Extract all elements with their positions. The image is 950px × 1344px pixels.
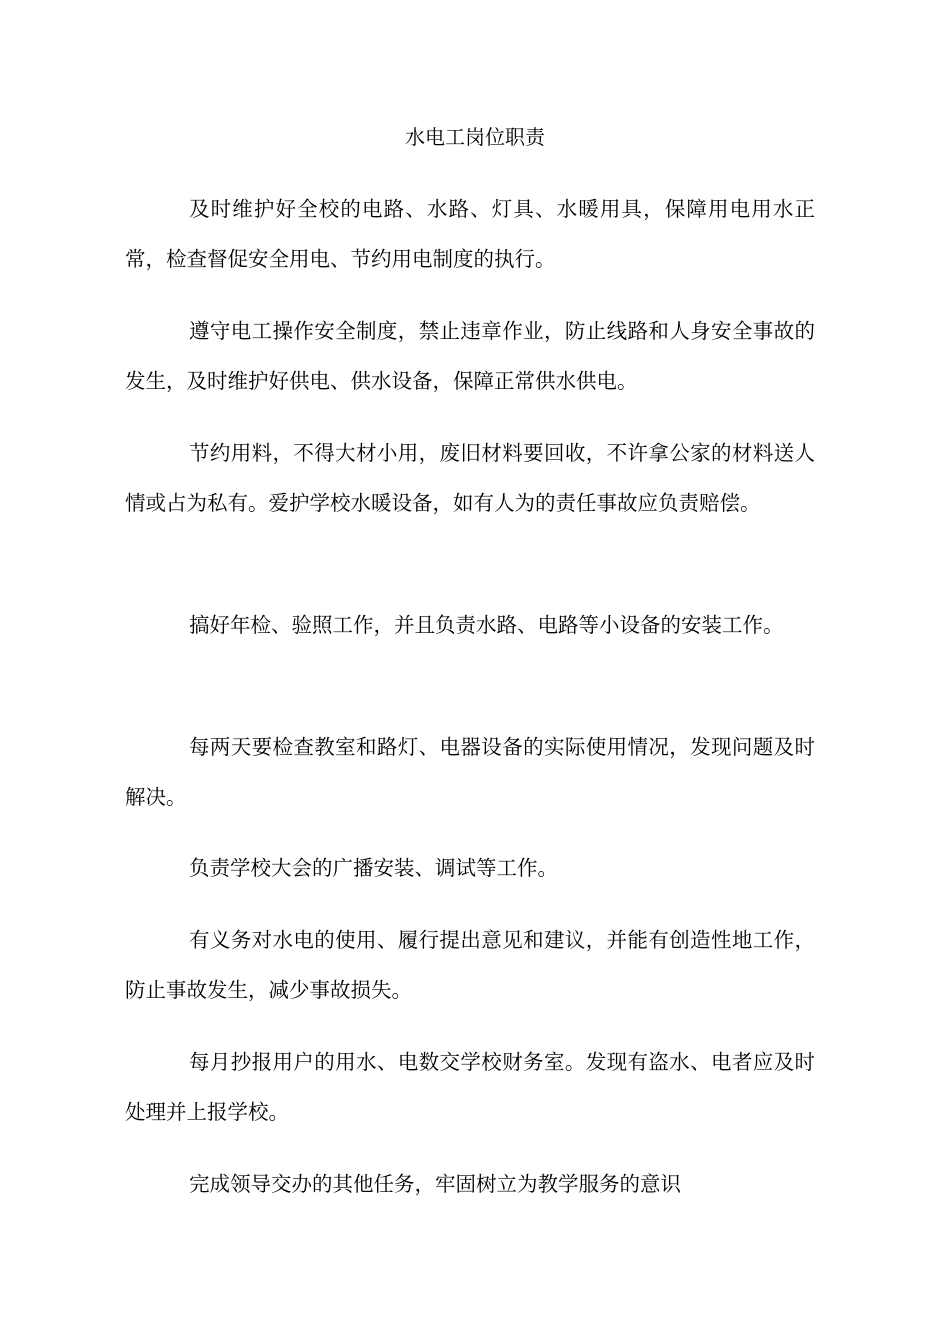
paragraph-5: 每两天要检查教室和路灯、电器设备的实际使用情况，发现问题及时解决。 — [125, 735, 815, 809]
paragraph-2: 遵守电工操作安全制度，禁止违章作业，防止线路和人身安全事故的发生，及时维护好供电、供水设备，保障正常供水供电。 — [125, 319, 815, 393]
paragraph-9: 完成领导交办的其他任务，牢固树立为教学服务的意识 — [189, 1172, 681, 1196]
paragraph-6: 负责学校大会的广播安装、调试等工作。 — [189, 856, 558, 880]
document-title: 水电工岗位职责 — [405, 125, 545, 149]
paragraph-7: 有义务对水电的使用、履行提出意见和建议，并能有创造性地工作，防止事故发生，减少事故损失。 — [125, 928, 815, 1002]
paragraph-4: 搞好年检、验照工作，并且负责水路、电路等小设备的安装工作。 — [189, 613, 784, 637]
paragraph-8: 每月抄报用户的用水、电数交学校财务室。发现有盗水、电者应及时处理并上报学校。 — [125, 1050, 815, 1124]
paragraph-3: 节约用料，不得大材小用，废旧材料要回收，不许拿公家的材料送人情或占为私有。爱护学校水暖设备，如有人为的责任事故应负责赔偿。 — [125, 441, 815, 515]
paragraph-1: 及时维护好全校的电路、水路、灯具、水暖用具，保障用电用水正常，检查督促安全用电、节约用电制度的执行。 — [125, 197, 815, 271]
